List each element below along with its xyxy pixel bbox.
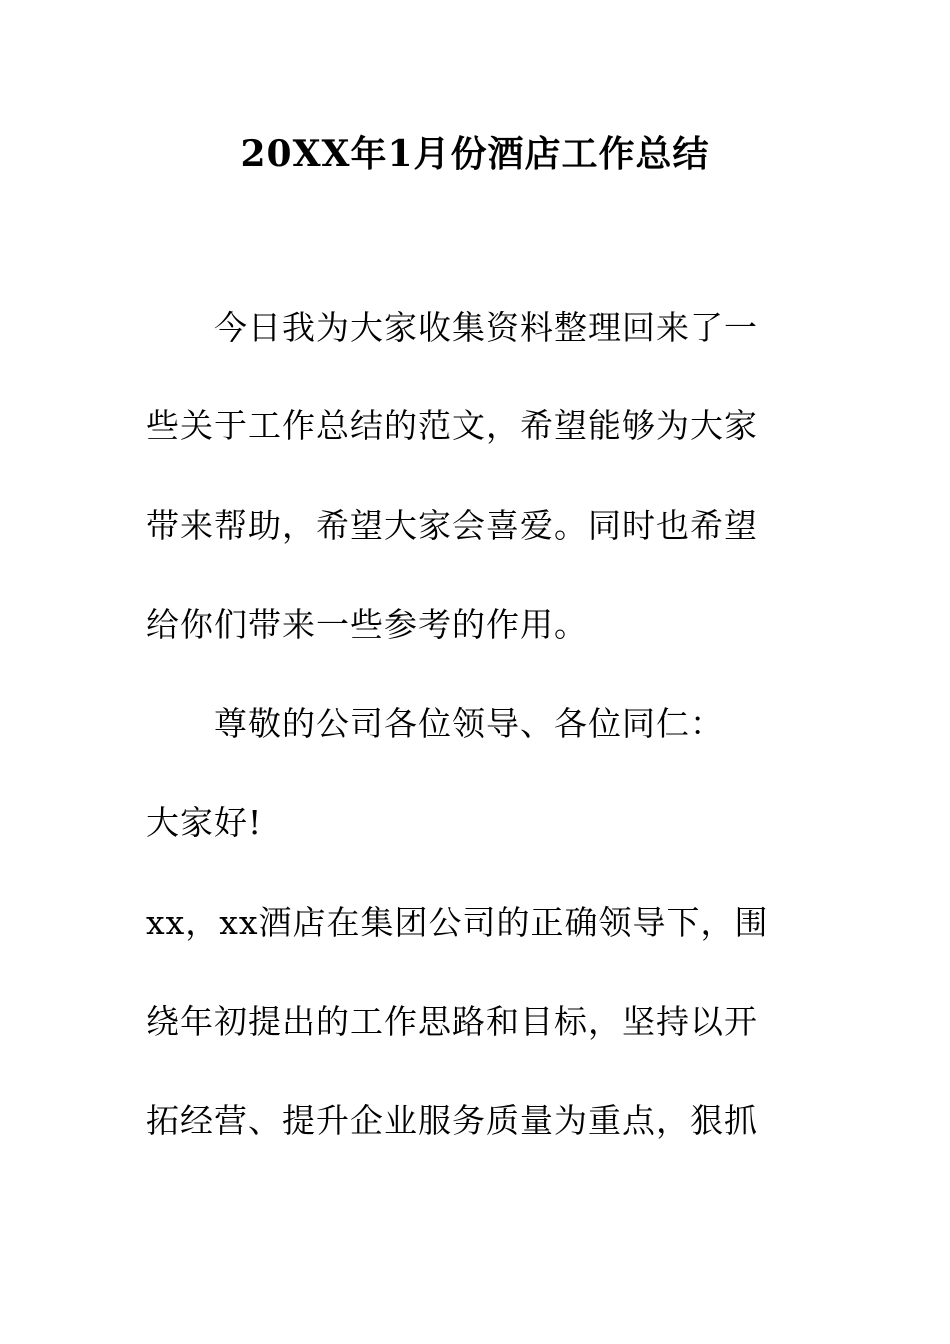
paragraph-line: 给你们带来一些参考的作用。	[146, 605, 588, 644]
greeting-line: 大家好!	[146, 803, 263, 842]
paragraph-line: 今日我为大家收集资料整理回来了一	[214, 308, 758, 347]
document-title: 20XX年1月份酒店工作总结	[240, 133, 710, 175]
paragraph-line: xx，xx酒店在集团公司的正确领导下，围	[146, 903, 769, 942]
paragraph-line: 拓经营、提升企业服务质量为重点，狠抓	[146, 1101, 758, 1140]
salutation-line: 尊敬的公司各位领导、各位同仁：	[214, 704, 724, 743]
paragraph-line: 带来帮助，希望大家会喜爱。同时也希望	[146, 506, 758, 545]
paragraph-line: 绕年初提出的工作思路和目标，坚持以开	[146, 1002, 758, 1041]
paragraph-line: 些关于工作总结的范文，希望能够为大家	[146, 406, 758, 445]
